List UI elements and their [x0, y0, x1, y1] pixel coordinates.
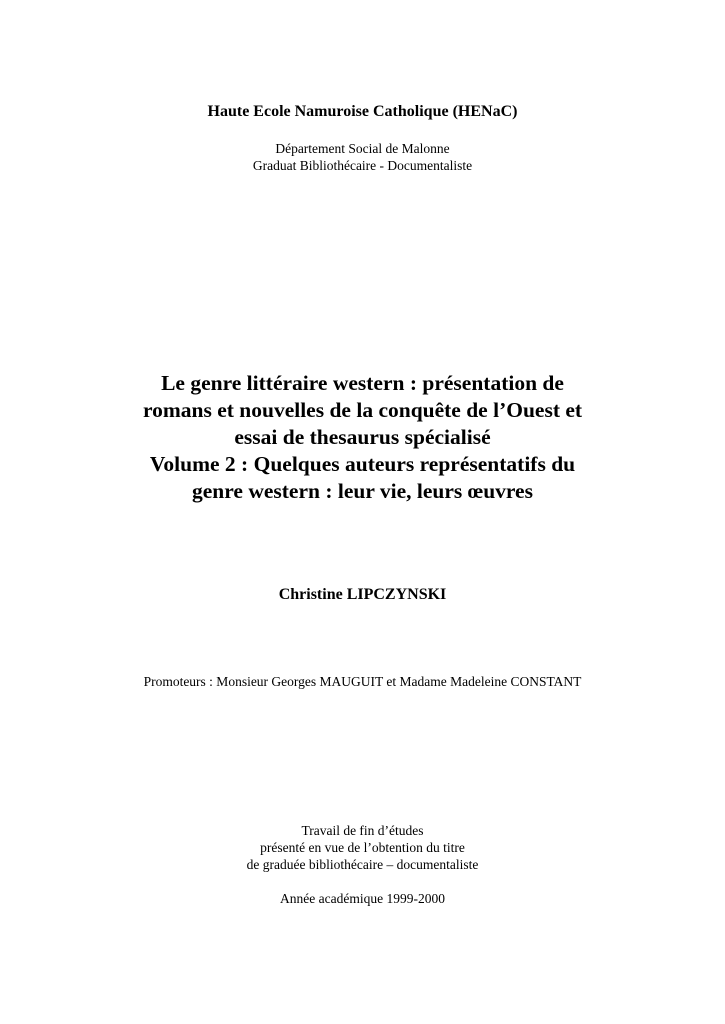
academic-year-line: Année académique 1999-2000 [280, 891, 445, 906]
institution-line: Haute Ecole Namuroise Catholique (HENaC) [207, 103, 518, 120]
promoters [0, 673, 725, 690]
volume-title-line: genre western : leur vie, leurs œuvres [192, 479, 533, 503]
academic-year [0, 890, 725, 907]
program-line: Graduat Bibliothécaire - Documentaliste [252, 158, 473, 173]
work-description [0, 822, 725, 873]
title-line: essai de thesaurus spécialisé [234, 425, 491, 449]
author-line: Christine LIPCZYNSKI [278, 586, 447, 603]
title-line: romans et nouvelles de la conquête de l’Ouest et [142, 398, 583, 422]
department-info [0, 140, 725, 174]
author-name [0, 585, 725, 605]
volume-title-line: Volume 2 : Quelques auteurs représentatifs du [149, 452, 576, 476]
promoters-line: Promoteurs : Monsieur Georges MAUGUIT et Madame Madeleine CONSTANT [143, 674, 582, 689]
document-title [0, 370, 725, 505]
work-line: de graduée bibliothécaire – documentaliste [246, 857, 479, 872]
work-line: présenté en vue de l’obtention du titre [260, 840, 465, 855]
institution-name [0, 102, 725, 122]
title-line: Le genre littéraire western : présentation de [161, 371, 564, 395]
work-line: Travail de fin d’études [301, 823, 424, 838]
department-line: Département Social de Malonne [275, 141, 450, 156]
